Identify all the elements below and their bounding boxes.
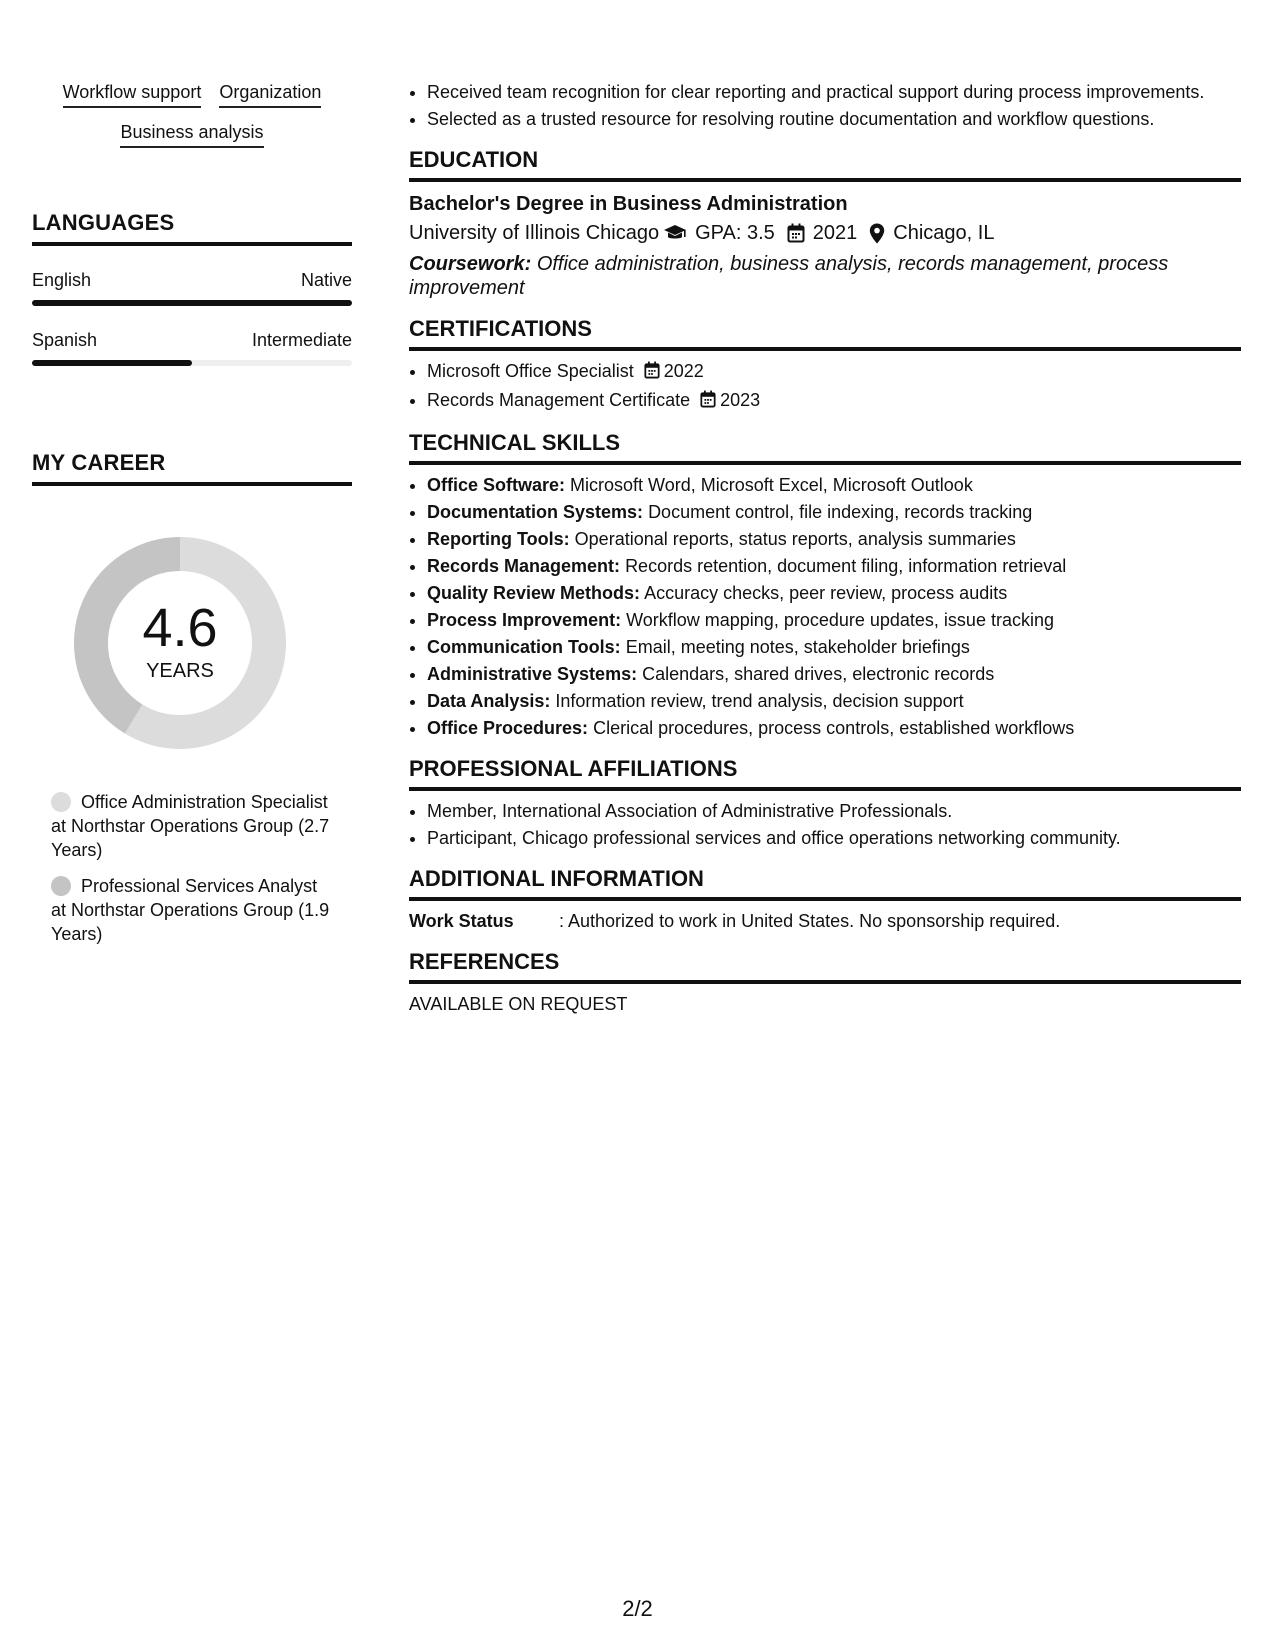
certifications-section [409,316,1241,414]
location-pin-icon [869,223,885,244]
technical-skill-item [427,527,1241,551]
language-item [32,328,352,366]
technical-skills-list [409,473,1241,740]
technical-skill-item [427,581,1241,605]
language-level: Intermediate [251,330,352,350]
language-level: Native [300,270,352,290]
language-proficiency-fill [32,360,192,366]
skill-category: Administrative Systems: [427,664,638,684]
career-legend-item [51,790,331,862]
skill-category: Data Analysis: [427,691,551,711]
career-legend-label: Office Administration Specialist at Northstar Operations Group (2.7 Years) [51,792,330,860]
affiliations-heading: PROFESSIONAL AFFILIATIONS [409,756,1241,791]
legend-dot-icon [51,792,71,812]
technical-skill-item [427,662,1241,686]
certification-name: Records Management Certificate [427,390,691,410]
skill-details: Microsoft Word, Microsoft Excel, Microsoft Outlook [570,475,973,495]
skill-details: Operational reports, status reports, analysis summaries [574,529,1016,549]
skill-details: Email, meeting notes, stakeholder briefings [625,637,970,657]
additional-info-section [409,866,1241,933]
references-section [409,949,1241,1016]
calendar-icon [700,390,716,414]
certification-year: 2022 [663,361,704,381]
certification-item [427,388,1241,414]
technical-skill-item [427,689,1241,713]
career-total-unit: YEARS [146,660,214,682]
technical-skill-item [427,716,1241,740]
graduation-cap-icon [663,224,687,242]
experience-continued-list [409,80,1241,131]
page-number: 2/2 [622,1596,653,1621]
list-item: • Selected as a trusted resource for resolving routine documentation and workflow questions. [427,107,1241,131]
calendar-icon [787,223,805,243]
skill-details: Workflow mapping, procedure updates, issue tracking [626,610,1054,630]
career-heading: MY CAREER [32,450,352,486]
school-name: University of Illinois Chicago [409,222,660,244]
affiliations-section [409,756,1241,850]
languages-heading: LANGUAGES [32,210,352,246]
career-section [32,450,352,958]
work-status-label: Work Status [409,911,514,931]
technical-skills-section [409,430,1241,740]
graduation-year: 2021 [812,222,858,244]
career-donut-chart [65,528,295,758]
certification-name: Microsoft Office Specialist [427,361,634,381]
skill-tag-row [32,120,352,148]
technical-skill-item [427,473,1241,497]
certifications-list [409,359,1241,414]
skill-category: Quality Review Methods: [427,583,641,603]
technical-skill-item [427,608,1241,632]
skill-tag: Business analysis [120,120,263,148]
skill-details: Information review, trend analysis, decision support [555,691,964,711]
skill-details: Document control, file indexing, records tracking [648,502,1033,522]
education-heading: EDUCATION [409,147,1241,182]
language-item [32,268,352,306]
career-total-value: 4.6 [142,598,218,658]
skill-category: Documentation Systems: [427,502,644,522]
coursework-text: Office administration, business analysis, records management, process improvement [409,253,1169,299]
technical-skill-item [427,500,1241,524]
language-name: English [32,270,92,290]
references-heading: REFERENCES [409,949,1241,984]
skill-category: Office Software: [427,475,566,495]
skill-category: Reporting Tools: [427,529,570,549]
affiliations-list [409,799,1241,850]
skill-details: Accuracy checks, peer review, process audits [644,583,1008,603]
technical-skills-heading: TECHNICAL SKILLS [409,430,1241,465]
list-item: • Participant, Chicago professional services and office operations networking community. [427,826,1241,850]
certification-year: 2023 [720,390,761,410]
skill-category: Communication Tools: [427,637,621,657]
coursework-label: Coursework: [409,253,532,275]
school-location: Chicago, IL [893,222,995,244]
technical-skill-item [427,635,1241,659]
skill-tag-row [32,80,352,108]
references-text: AVAILABLE ON REQUEST [409,994,628,1014]
language-name: Spanish [32,330,98,350]
skill-tag: Workflow support [63,80,202,108]
languages-section [32,210,352,366]
gpa-value: GPA: 3.5 [695,222,775,244]
skill-tags [32,80,352,148]
languages-list [32,268,352,366]
skill-category: Office Procedures: [427,718,589,738]
certification-item [427,359,1241,385]
language-proficiency-fill [32,300,352,306]
education-section [409,147,1241,300]
career-legend-item [51,874,331,946]
work-status-value: : Authorized to work in United States. No sponsorship required. [559,911,1061,931]
language-proficiency-bar [32,360,352,366]
certifications-heading: CERTIFICATIONS [409,316,1241,351]
additional-info-heading: ADDITIONAL INFORMATION [409,866,1241,901]
career-legend-label: Professional Services Analyst at Northstar Operations Group (1.9 Years) [51,876,330,944]
left-column [32,80,352,944]
degree-title: Bachelor's Degree in Business Administration [409,193,848,215]
coursework [409,252,1241,300]
school-line [409,218,1241,248]
skill-tag: Organization [219,80,321,108]
language-proficiency-bar [32,300,352,306]
list-item: • Member, International Association of Administrative Professionals. [427,799,1241,823]
technical-skill-item [427,554,1241,578]
career-legend [51,790,331,946]
skill-category: Records Management: [427,556,621,576]
skill-category: Process Improvement: [427,610,622,630]
skill-details: Records retention, document filing, information retrieval [625,556,1067,576]
right-column [409,80,1241,1016]
work-status-row [409,909,1241,933]
legend-dot-icon [51,876,71,896]
skill-details: Clerical procedures, process controls, established workflows [593,718,1075,738]
list-item: • Received team recognition for clear reporting and practical support during process improvements. [427,80,1241,104]
calendar-icon [644,361,660,385]
skill-details: Calendars, shared drives, electronic records [642,664,995,684]
